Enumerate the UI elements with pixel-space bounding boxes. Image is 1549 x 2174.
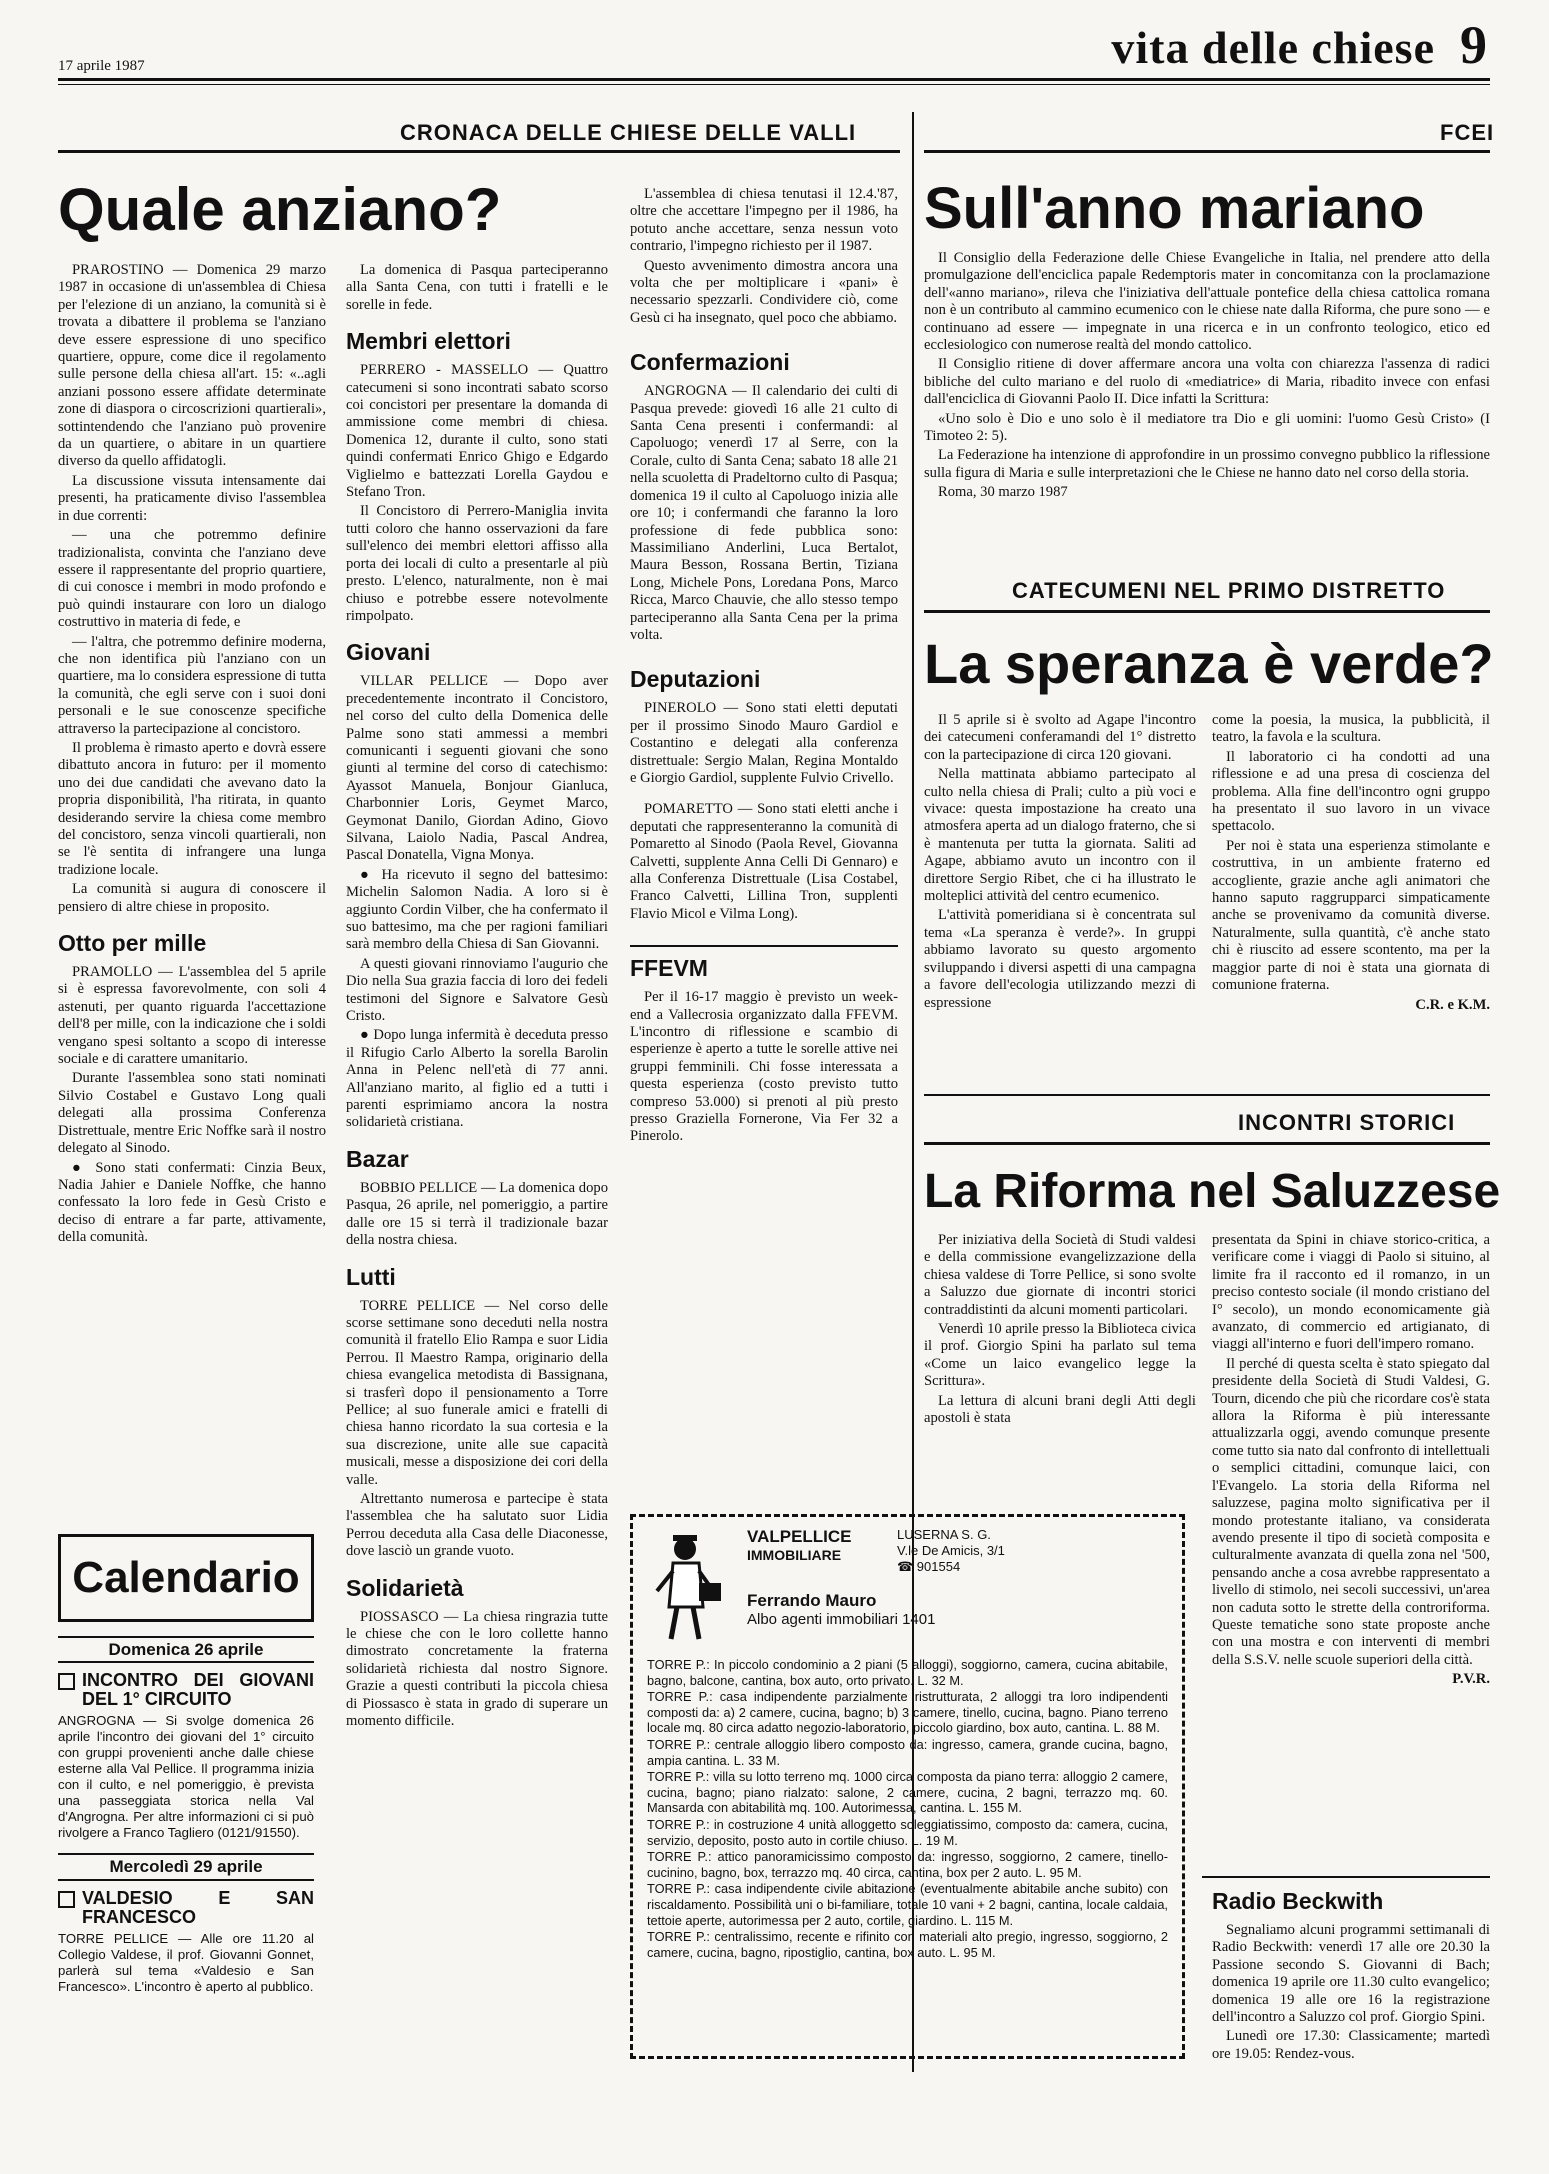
section-label-incontri: INCONTRI STORICI [1238,1110,1456,1135]
column-2 [346,262,608,2092]
rule-incontri-top [924,1094,1490,1096]
speranza-p3: L'attività pomeridiana si è concentrata sul tema «La speranza è verde?». In gruppi abbiamo lavorato su questo argomento sviluppando i diversi aspetti di una campagna a favore dell'ecologia utilizzando mezzi di espressione [924,907,1196,1011]
ad-agent [747,1591,935,1628]
giovani-p1: VILLAR PELLICE — Dopo aver precedentemente incontrato il Concistoro, nel corso del culto della Domenica delle Palme sono stati ammessi a membri comunicanti i seguenti giovani che sono giunti al termine del corso di catechismo: Ayassot Manuela, Bonjour Gianluca, Charbonnier Loris, Geymet Marco, Geymonat Danilo, Giordan Adino, Giovo Silvana, Laiolo Nadia, Pascal Andrea, Pascal Donatella, Vigna Monya. [346,673,608,864]
mariano-p4: La Federazione ha intenzione di approfondire in un prossimo convegno pubblico la riflessione sulla figura di Maria e sulle interpretazioni che le Chiese ne hanno dato nel corso della storia. [924,447,1490,481]
riforma-p1: Per iniziativa della Società di Studi valdesi e della commissione evangelizzazione della chiesa valdese di Torre Pellice, si sono svolte a Saluzzo due giornate di incontri storici contraddistinti da alcuni momenti particolari. [924,1232,1196,1318]
ad-phone: ☎ 901554 [897,1559,961,1574]
section-rule-left [58,150,900,153]
otto-p3 [58,1160,326,1247]
ad-listing: TORRE P.: attico panoramicissimo composto da: ingresso, soggiorno, 2 camere, tinello-cucinino, bagno, box, terrazzo mq. 40 circa, cantina, box per 2 auto. L. 95 M. [647,1849,1168,1880]
mariano-p1: Il Consiglio della Federazione delle Chiese Evangeliche in Italia, nel prendere atto della promulgazione dell'enciclica papale Redemptoris mater in concomitanza con la proclamazione dell'«anno mariano», rileva che l'iniziativa dell'attuale pontefice della chiesa cattolica romana non è un contributo al cammino ecumenico con le chiese nate dalla Riforma, che pure sono — e continuano ad essere — impegnate in una ricerca e in un confronto teologico, etico ed ecclesiologico con numerose realtà del mondo cattolico. [924,250,1490,354]
speranza-p6: Per noi è stata una esperienza stimolante e costruttiva, in un ambiente fraterno ed accogliente, grazie anche agli animatori che hanno saputo raggrupparci simpaticamente anche se provenivamo da comunità diverse. Naturalmente, sulla quantità, c'è anche stato chi è riuscito ad essere scontento, ma per la maggior parte di noi è stata una giornata di comunione fraterna. [1212,837,1490,994]
article-title-mariano: Sull'anno mariano [924,176,1425,241]
otto-p2: Durante l'assemblea sono stati nominati Silvio Costabel e Gustavo Long quali delegati alla prossima Conferenza Distrettuale, mentre Eric Noffke sarà il nostro delegato al Sinodo. [58,1070,326,1157]
ad-header [647,1527,1168,1657]
ad-listing: TORRE P.: In piccolo condominio a 2 piani (5 alloggi), soggiorno, camera, cucina abitabile, bagno, balcone, cantina, box auto, orto privato. L. 32 M. [647,1657,1168,1688]
solidarieta-p1: PIOSSASCO — La chiesa ringrazia tutte le chiese che con le loro collette hanno dimostrato concretamente la fraterna solidarietà richiesta dal nostro Signore. Grazie a questi contributi la piccola chiesa di Piossasco è stata in grado di superare un momento difficile. [346,1608,608,1730]
anziano-p1: PRAROSTINO — Domenica 29 marzo 1987 in occasione di un'assemblea di Chiesa per l'elezione di un anziano, la comunità si è trovata a dibattere il problema se l'anziano deve essere espressione di uno specifico quartiere, oppure, come dice il regolamento sulle persone della chiesa all'art. 15: «..agli anziani possono essere affidate determinate zone di diaspora o circoscrizioni quartierali», sottintendendo che l'anziano può provenire da un quartiere, o abitare in un quartiere diverso da quello affidatogli. [58,262,326,470]
ad-address: V.le De Amicis, 3/1 [897,1543,1005,1558]
section-label-valli: CRONACA DELLE CHIESE DELLE VALLI [400,120,857,145]
giovani-p2 [346,867,608,954]
giovani-p4 [346,1027,608,1131]
rule-radio [1202,1876,1490,1878]
ad-listings [647,1657,1168,1960]
anziano-p3: — una che potremmo definire tradizionalista, convinta che l'anziano deve essere il rappresentante del proprio quartiere, di cui conosce i membri in modo profondo e può quindi instaurare con loro un dialogo costruttivo in materia di fede, e [58,527,326,631]
riforma-p2: Venerdì 10 aprile presso la Biblioteca civica il prof. Giorgio Spini ha parlato sul tema «Come un laico evangelico legge la Scrittura». [924,1321,1196,1390]
bullet-icon: ● [360,1027,374,1044]
riforma-p5: Il perché di questa scelta è stato spiegato dal presidente della Società di Studi Valdesi, G. Tourn, dicendo che più che ricordare cos'è stata allora la Riforma è più interessante attualizzarla oggi, avendo comunque presente come tutto sia nato dal confronto di intellettuali o semplici cittadini, comunque laici, con l'Evangelo. La storia della Riforma nel saluzzese, pagina molto significativa per il mondo protestante italiano, va considerata avendo presente il tipo di società composita e culturalmente avanzata di quella zona nel '500, pensando anche a cosa avrebbe rappresentato a livello di stimolo, nei secoli successivi, un'area non caduta sotto le strette della controriforma. Queste tematiche sono state proposte anche con una mostra e con interventi di membri della S.S.V. nelle scuole superiori della città. [1212,1355,1490,1668]
radio-p1: Segnaliamo alcuni programmi settimanali di Radio Beckwith: venerdì 17 alle ore 20.30 la Passione secondo S. Giovanni di Bach; domenica 19 aprile ore 11.30 culto evangelico; domenica 19 alle ore 16 la registrazione dell'incontro a Saluzzo col prof. Giorgio Spini. [1212,1922,1490,2026]
bullet-icon: ● [360,866,382,883]
heading-giovani: Giovani [346,639,431,666]
calendar-event-2-body: TORRE PELLICE — Alle ore 11.20 al Collegio Valdese, il prof. Giovanni Gonnet, parlerà sul tema «Valdesio e San Francesco». L'incontro è aperto al pubblico. [58,1930,314,1994]
issue-date: 17 aprile 1987 [58,58,145,74]
riforma-col1 [924,1232,1196,1522]
speranza-p4: come la poesia, la musica, la pubblicità, il teatro, la favola e la scultura. [1212,712,1490,746]
ad-contact [897,1527,1005,1575]
speranza-p2: Nella mattinata abbiamo partecipato al culto nella chiesa di Prali; culto a più voci e vivace: questa impostazione ha creato una atmosfera aperta ad un dialogo fraterno, che si è mantenuta per tutta la giornata. Saliti ad Agape, abbiamo avuto un incontro con il direttore Sergio Ribet, che ci ha illustrato le molteplici attività del centro ecumenico. [924,766,1196,905]
ad-listing: TORRE P.: casa indipendente civile abitazione (eventualmente abitabile anche subito) con riscaldamento. Possibilità uni o bi-familiare, totale 10 vani + 2 bagni, cantina, locale caldaia, tettoie aperte, autorimessa per 2 auto, cortile, giardino. L. 115 M. [647,1881,1168,1928]
article-title-anziano: Quale anziano? [58,176,502,243]
riforma-col2 [1212,1232,1490,1882]
mariano-body [924,250,1490,550]
deputazioni-p1: PINEROLO — Sono stati eletti deputati per il prossimo Sinodo Mauro Gardiol e Costantino e delegati alla conferenza distrettuale: Sergio Malan, Regina Montaldo e Giorgio Gardiol, supplente Fulvio Crivello. [630,700,898,786]
ad-agency: VALPELLICE [747,1527,852,1546]
column-1 [58,262,326,1512]
header-rule [58,78,1490,81]
heading-bazar: Bazar [346,1145,409,1172]
heading-membri: Membri elettori [346,328,511,355]
mariano-p3: «Uno solo è Dio e uno solo è il mediatore tra Dio e gli uomini: l'uomo Gesù Cristo» (I Timoteo 2: 5). [924,410,1490,445]
solidarieta-p3: Questo avvenimento dimostra ancora una volta che per moltiplicare i «pani» è necessario spezzarli. Condividere ciò, come Gesù ci ha insegnato, quel poco che abbiamo. [630,257,898,326]
rule-catecumeni [924,610,1490,613]
article-title-riforma: La Riforma nel Saluzzese [924,1165,1501,1218]
riforma-signature: P.V.R. [1452,1671,1490,1688]
mariano-p2: Il Consiglio ritiene di dover affermare ancora una volta con chiarezza l'assenza di radici bibliche del culto mariano e del ruolo di «mediatrice» di Maria, ribadito invece con enfasi dall'enciclica di Giovanni Paolo II. Dice infatti la Scrittura: [924,356,1490,408]
speranza-p1: Il 5 aprile si è svolto ad Agape l'incontro dei catecumeni conferamandi del 1° distretto con la partecipazione di circa 120 giovani. [924,712,1196,763]
heading-otto-per-mille: Otto per mille [58,930,207,957]
ffevm-p1: Per il 16-17 maggio è previsto un week-end a Vallecrosia organizzato dalla FFEVM. L'incontro di riflessione e scambio di esperienze è aperto a tutte le sorelle attive nei gruppi femminili. Chi fosse interessata a questa esperienza (costo previsto tutto compreso 53.000) si prenoti al più presto presso Graziella Fornerone, Via Fer 32 a Pinerolo. [630,989,898,1145]
header-rule-thin [58,84,1490,85]
radio-box [1212,1884,1490,2084]
calendar-box-title: Calendario [58,1534,314,1622]
otto-p3-text: Sono stati confermati: Cinzia Beux, Nadia Jahier e Daniele Noffke, che hanno confessato la loro fede in Gesù Cristo e deciso di entrare a far parte, attivamente, della comunità. [58,1159,326,1246]
heading-lutti: Lutti [346,1263,396,1290]
heading-ffevm: FFEVM [630,945,898,981]
lutti-p1: TORRE PELLICE — Nel corso delle scorse settimane sono deceduti nella nostra comunità il fratello Elio Rampa e suor Lidia Perrou. Il Maestro Rampa, originario della chiesa evangelica metodista di Bassignana, si trasferì dopo il pensionamento a Torre Pellice; al suo funerale amici e fratelli di chiesa hanno ricordato la sua cortesia e la sua discrezione, unite alle sue capacità musicali, messe a disposizione dei cori della valle. [346,1297,608,1488]
rule-incontri [924,1142,1490,1145]
page-number: 9 [1460,15,1488,75]
ad-albo: Albo agenti immobiliari 1401 [747,1611,936,1628]
bazar-p1: BOBBIO PELLICE — La domenica dopo Pasqua, 26 aprile, nel pomeriggio, a partire dalle ore 15 si terrà il tradizionale bazar della nostra chiesa. [346,1179,608,1249]
anziano-p6: La comunità si augura di conoscere il pensiero di altre chiese in proposito. [58,881,326,915]
deputazioni-p2: POMARETTO — Sono stati eletti anche i deputati che rappresenteranno la comunità di Pomaretto al Sinodo (Paola Revel, Giovanna Calvetti, supplente Anna Celli Di Gennaro) e alla Conferenza Distrettuale (Lisa Costabel, Franco Calvetti, Lillina Tron, supplenti Flavio Micol e Vilma Long). [630,801,898,922]
ad-listing: TORRE P.: villa su lotto terreno mq. 1000 circa composta da piano terra: alloggio 2 camere, cucina, bagno; piano rialzato: salone, 2 camere, cucina, 2 bagni, terrazzo mq. 60. Mansarda con abitabilità mq. 100. Autorimessa, cantina. L. 155 M. [647,1769,1168,1816]
calendar-event-1-title: INCONTRO DEI GIOVANI DEL 1° CIRCUITO [58,1671,314,1709]
anziano-p5: Il problema è rimasto aperto e dovrà essere dibattuto ancora in futuro: per il momento uno dei due candidati che avevano dato la propria disponibilità, l'ha ritirata, in quanto desiderando servire la chiesa come membro del concistoro, senza vincoli quartierali, non se l'è sentita di infrangere una lunga tradizione locale. [58,739,326,878]
speranza-p5: Il laboratorio ci ha condotti ad una riflessione e ad una presa di coscienza del problema. Alla fine dell'incontro ogni gruppo ha presentato il suo lavoro in un vivace spettacolo. [1212,748,1490,835]
giovani-p2-text: Ha ricevuto il segno del battesimo: Michelin Salomon Nadia. A loro si è aggiunto Cordin Vilber, che ha confermato il suo battesimo, ma che per ragioni familiari sarà membro della Chiesa di San Giovanni. [346,866,608,953]
heading-radio: Radio Beckwith [1212,1888,1384,1914]
anziano-p4: — l'altra, che potremmo definire moderna, che non identifica più l'anziano con un quartiere, ma lo considera espressione di tutta la comunità, che egli serve con i suoi doni personali e le sue conoscenze specifiche attraverso la partecipazione al concistoro. [58,633,326,737]
membri-p1: PERRERO - MASSELLO — Quattro catecumeni si sono incontrati sabato scorso coi concistori per presentare la domanda di ammissione come membri di chiesa. Domenica 12, durante il culto, sono stati quindi confermati Enrico Ghigo e Edgardo Viglielmo e battezzati Lorella Gaydou e Stefano Tron. [346,362,608,501]
radio-p2: Lunedì ore 17.30: Classicamente; martedì ore 19.05: Rendez-vous. [1212,2028,1490,2062]
heading-deputazioni: Deputazioni [630,666,761,693]
heading-confermazioni: Confermazioni [630,349,790,376]
riforma-p3: La lettura di alcuni brani degli Atti degli apostoli è stata [924,1392,1196,1427]
calendar-event-1-body: ANGROGNA — Si svolge domenica 26 aprile l'incontro dei giovani del 1° circuito con gruppi provenienti anche dalle chiese esterne alla Val Pellice. Il programma inizia con il culto, e nel pomeriggio, è prevista una passeggiata storica nella Val d'Angrogna. Per altre informazioni ci si può rivolgere a Franco Tagliero (0121/91550). [58,1713,314,1841]
anziano-p2: La discussione vissuta intensamente dai presenti, ha praticamente diviso l'assemblea in due correnti: [58,472,326,524]
giovani-p4-text: Dopo lunga infermità è deceduta presso il Rifugio Carlo Alberto la sorella Barolin Anna in Pelenc nell'età di 77 anni. All'anziano marito, al figlio ed a tutti i parenti esprimiamo ancora la nostra solidarietà cristiana. [346,1027,608,1131]
lutti-p2: Altrettanto numerosa e partecipe è stata l'assemblea che ha salutato suor Lidia Perrou deceduta alla Casa delle Diaconesse, dove lasciò un grande vuoto. [346,1490,608,1560]
bullet-icon: ● [72,1159,96,1176]
giovani-p3: A questi giovani rinnoviamo l'augurio che Dio nella Sua grazia faccia di loro dei fedeli testimoni del Signore e Salvatore Gesù Cristo. [346,955,608,1025]
masthead-title: vita delle chiese [1111,22,1435,73]
mariano-p5: Roma, 30 marzo 1987 [938,484,1068,501]
column-3 [630,186,898,1504]
article-title-speranza: La speranza è verde? [924,632,1494,695]
section-label-fcei: FCEI [1440,120,1495,145]
ad-listing: TORRE P.: centralissimo, recente e rifinito con materiali alto pregio, ingresso, soggiorno, 2 camere, cucina, bagno, ripostiglio, cantina, box auto. L. 95 M. [647,1929,1168,1960]
calendar-day-1: Domenica 26 aprile [58,1636,314,1663]
ad-agency-block [747,1527,887,1563]
riforma-p4: presentata da Spini in chiave storico-critica, a verificare come i viaggi di Paolo si situino, al limite fra il racconto ed il romanzo, in un preciso contesto sociale (il mondo cristiano del I° secolo), un mondo economicamente già avanzato, di commercio ed artigianato, di viaggi all'interno e fuori dell'impero romano. [1212,1232,1490,1353]
anziano-col2-p1: La domenica di Pasqua parteciperanno alla Santa Cena, con tutti i fratelli e le sorelle in fede. [346,262,608,313]
speranza-signature: C.R. e K.M. [1415,996,1490,1013]
ad-listing: TORRE P.: centrale alloggio libero composto da: ingresso, camera, grande cucina, bagno, ampia cantina. L. 33 M. [647,1736,1168,1768]
solidarieta-p2: L'assemblea di chiesa tenutasi il 12.4.'87, oltre che accettare l'impegno per il 1986, ha potuto anche accettare, senza nessun voto contrario, l'impegno richiesto per il 1987. [630,186,898,255]
speranza-col1 [924,712,1196,1072]
calendar-listing [58,1630,314,2090]
calendar-event-2-title: VALDESIO E SAN FRANCESCO [58,1889,314,1927]
agent-figure-icon [647,1527,727,1647]
ad-town: LUSERNA S. G. [897,1527,991,1542]
ad-agent-name: Ferrando Mauro [747,1591,877,1610]
ad-listing: TORRE P.: casa indipendente parzialmente ristrutturata, 2 alloggi tra loro indipendenti composti da: a) 2 camere, cucina, bagno; b) 3 camere, tinello, cucina, bagno. Piano terreno locale mq. 80 circa adatto negozio-laboratorio, piccolo giardino, box auto, cantina. L. 88 M. [647,1689,1168,1736]
calendar-day-2: Mercoledì 29 aprile [58,1853,314,1880]
otto-p1: PRAMOLLO — L'assemblea del 5 aprile si è espressa favorevolmente, con soli 4 astenuti, per quanto riguarda l'accettazione dell'8 per mille, con la indicazione che i soldi vengano spesi soltanto a scopo di interesse sociale e di carattere umanitario. [58,964,326,1068]
membri-p2: Il Concistoro di Perrero-Maniglia invita tutti coloro che hanno osservazioni da fare sull'elenco dei membri elettori affisso alla porta dei locali di culto a presentarle al più presto. L'elenco, naturalmente, non è mai chiuso e potrebbe essere notevolmente rimpolpato. [346,503,608,624]
real-estate-ad [630,1514,1185,2059]
speranza-col2 [1212,712,1490,1072]
section-label-catecumeni: CATECUMENI NEL PRIMO DISTRETTO [1012,578,1446,603]
ad-listing: TORRE P.: in costruzione 4 unità alloggetto soleggiatissimo, composto da: camera, cucina, servizio, deposito, posto auto in cortile chiuso. L. 19 M. [647,1816,1168,1848]
ad-agency-sub: IMMOBILIARE [747,1547,842,1563]
confermazioni-p1: ANGROGNA — Il calendario dei culti di Pasqua prevede: giovedì 16 alle 21 culto di Santa Cena presenti i confermandi: al Capoluogo; venerdì 17 al Serre, con la Corale, culto di Santa Cena; sabato 18 alle 21 nella scuoletta di Pradeltorno culto di Pasqua; domenica 19 il culto al Capoluogo inizia alle ore 10; i confermandi che faranno la loro professione di fede pubblica sono: Massimiliano Anderlini, Luca Bertalot, Maura Besson, Rossana Bertin, Tiziana Long, Michele Pons, Loredana Pons, Marco Ricca, Marco Chauvie, che allo stesso tempo parteciperanno alla Santa Cena per la prima volta. [630,383,898,643]
masthead [928,14,1488,76]
section-rule-right [924,150,1490,153]
heading-solidarieta: Solidarietà [346,1574,464,1601]
